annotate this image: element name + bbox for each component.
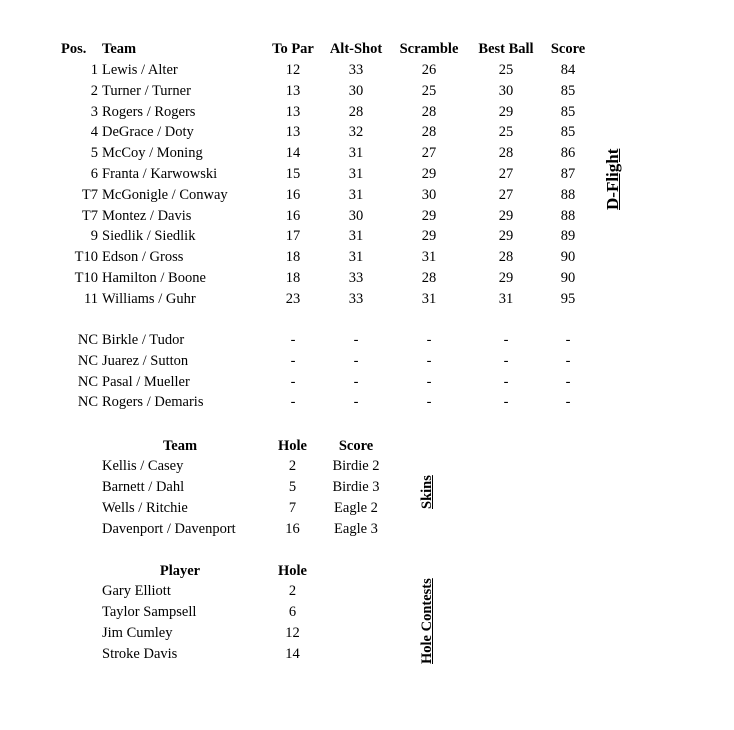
standings-alt-shot-cell: 33 (348, 270, 364, 286)
standings-alt-shot-cell: 30 (348, 207, 364, 224)
standings-pos-cell: 2 (90, 82, 98, 99)
standings-alt-shot-cell: 33 (348, 62, 364, 78)
skins-header-hole: Hole (278, 438, 307, 454)
standings-scramble-cell: 28 (421, 124, 437, 141)
standings-alt-shot-cell: 33 (348, 290, 364, 307)
nc-score-cell: - (565, 332, 571, 348)
hole-contests-label: Hole Contests (419, 578, 435, 664)
standings-best-ball-cell: 25 (498, 124, 514, 141)
contests-header-player: Player (159, 563, 201, 579)
nc-best-ball-cell: - (503, 373, 509, 390)
header-best-ball: Best Ball (478, 41, 534, 57)
standings-score-cell: 87 (560, 166, 576, 182)
standings-to-par-cell: 18 (285, 249, 301, 266)
nc-team-cell: Juarez / Sutton (102, 352, 189, 369)
standings-best-ball-cell: 28 (498, 249, 514, 266)
standings-team-cell: Lewis / Alter (102, 62, 178, 78)
nc-score-cell: - (565, 394, 571, 411)
standings-team-cell: Montez / Davis (102, 207, 192, 224)
nc-alt-shot-cell: - (353, 373, 359, 390)
standings-alt-shot-cell: 31 (348, 228, 364, 245)
standings-pos-cell: 4 (90, 124, 98, 141)
nc-best-ball-cell: - (503, 394, 509, 411)
standings-to-par-cell: 16 (285, 207, 301, 224)
standings-scramble-cell: 29 (421, 228, 437, 245)
nc-pos-cell: NC (77, 373, 98, 390)
standings-to-par-cell: 13 (285, 103, 301, 120)
standings-to-par-cell: 15 (285, 166, 301, 182)
standings-best-ball-cell: 29 (498, 207, 514, 224)
standings-scramble-cell: 29 (421, 207, 437, 224)
standings-score-cell: 85 (560, 82, 576, 99)
nc-team-cell: Rogers / Demaris (102, 394, 204, 411)
skins-score-cell: Birdie 2 (332, 458, 380, 474)
nc-to-par-cell: - (290, 394, 296, 411)
standings-scramble-cell: 31 (421, 290, 437, 307)
standings-pos-cell: 6 (90, 166, 98, 182)
standings-alt-shot-cell: 31 (348, 186, 364, 203)
header-pos: Pos. (61, 41, 87, 57)
standings-team-cell: McCoy / Moning (102, 145, 203, 162)
standings-alt-shot-cell: 31 (348, 166, 364, 182)
contests-player-cell: Stroke Davis (102, 646, 178, 662)
standings-pos-cell: 1 (90, 62, 98, 78)
nc-best-ball-cell: - (503, 332, 509, 348)
standings-to-par-cell: 23 (285, 290, 301, 307)
standings-scramble-cell: 27 (421, 145, 437, 162)
skins-header-team: Team (162, 438, 198, 454)
nc-to-par-cell: - (290, 373, 296, 390)
standings-score-cell: 86 (560, 145, 576, 162)
standings-best-ball-cell: 27 (498, 166, 514, 182)
standings-pos-cell: T10 (74, 249, 98, 266)
skins-team-cell: Barnett / Dahl (102, 479, 185, 495)
standings-to-par-cell: 14 (285, 145, 301, 162)
standings-score-cell: 90 (560, 249, 576, 266)
standings-scramble-cell: 29 (421, 166, 437, 182)
standings-score-cell: 89 (560, 228, 576, 245)
standings-pos-cell: T7 (81, 186, 98, 203)
standings-team-cell: Rogers / Rogers (102, 103, 196, 120)
standings-to-par-cell: 17 (285, 228, 301, 245)
standings-pos-cell: 5 (90, 145, 98, 162)
standings-score-cell: 88 (560, 207, 576, 224)
nc-pos-cell: NC (77, 394, 98, 411)
standings-team-cell: Franta / Karwowski (102, 166, 218, 182)
standings-pos-cell: 11 (84, 290, 98, 307)
nc-scramble-cell: - (426, 352, 432, 369)
standings-scramble-cell: 30 (421, 186, 437, 203)
skins-score-cell: Eagle 3 (334, 521, 378, 537)
nc-score-cell: - (565, 352, 571, 369)
skins-team-cell: Kellis / Casey (102, 458, 184, 474)
standings-pos-cell: T7 (81, 207, 98, 224)
standings-score-cell: 84 (560, 62, 576, 78)
standings-best-ball-cell: 25 (498, 62, 514, 78)
standings-to-par-cell: 13 (285, 124, 301, 141)
header-team: Team (102, 41, 137, 57)
standings-to-par-cell: 12 (285, 62, 301, 78)
nc-alt-shot-cell: - (353, 352, 359, 369)
skins-hole-cell: 2 (288, 458, 297, 474)
nc-alt-shot-cell: - (353, 332, 359, 348)
contests-player-cell: Taylor Sampsell (102, 604, 197, 620)
flight-label: D-Flight (603, 148, 622, 210)
standings-best-ball-cell: 29 (498, 228, 514, 245)
nc-team-cell: Birkle / Tudor (102, 332, 185, 348)
standings-to-par-cell: 13 (285, 82, 301, 99)
standings-team-cell: Turner / Turner (102, 82, 191, 99)
skins-header-score: Score (338, 438, 374, 454)
standings-scramble-cell: 25 (421, 82, 437, 99)
skins-team-cell: Wells / Ritchie (102, 500, 188, 516)
standings-score-cell: 95 (560, 290, 576, 307)
standings-score-cell: 85 (560, 124, 576, 141)
standings-scramble-cell: 26 (421, 62, 437, 78)
nc-pos-cell: NC (77, 332, 98, 348)
contests-hole-cell: 12 (285, 625, 300, 641)
standings-alt-shot-cell: 31 (348, 249, 364, 266)
nc-scramble-cell: - (426, 332, 432, 348)
standings-team-cell: DeGrace / Doty (102, 124, 194, 141)
skins-hole-cell: 5 (288, 479, 297, 495)
standings-to-par-cell: 18 (285, 270, 301, 286)
header-scramble: Scramble (399, 41, 459, 57)
standings-alt-shot-cell: 30 (348, 82, 364, 99)
contests-hole-cell: 6 (288, 604, 297, 620)
standings-scramble-cell: 28 (421, 270, 437, 286)
skins-team-cell: Davenport / Davenport (102, 521, 236, 537)
standings-alt-shot-cell: 32 (348, 124, 364, 141)
skins-hole-cell: 16 (285, 521, 300, 537)
standings-scramble-cell: 28 (421, 103, 437, 120)
nc-alt-shot-cell: - (353, 394, 359, 411)
standings-to-par-cell: 16 (285, 186, 301, 203)
standings-scramble-cell: 31 (421, 249, 437, 266)
nc-score-cell: - (565, 373, 571, 390)
header-to-par: To Par (272, 41, 314, 57)
header-alt-shot: Alt-Shot (329, 41, 383, 57)
standings-pos-cell: 3 (90, 103, 98, 120)
contests-hole-cell: 2 (288, 583, 297, 599)
skins-hole-cell: 7 (288, 500, 297, 516)
contests-player-cell: Gary Elliott (102, 583, 171, 599)
skins-label: Skins (419, 475, 435, 509)
standings-team-cell: Williams / Guhr (102, 290, 196, 307)
skins-score-cell: Eagle 2 (334, 500, 378, 516)
contests-header-hole: Hole (278, 563, 307, 579)
standings-team-cell: Siedlik / Siedlik (102, 228, 196, 245)
contests-player-cell: Jim Cumley (102, 625, 173, 641)
standings-best-ball-cell: 29 (498, 270, 514, 286)
nc-scramble-cell: - (426, 373, 432, 390)
standings-team-cell: Edson / Gross (102, 249, 184, 266)
standings-alt-shot-cell: 28 (348, 103, 364, 120)
standings-best-ball-cell: 30 (498, 82, 514, 99)
standings-pos-cell: 9 (90, 228, 98, 245)
standings-best-ball-cell: 27 (498, 186, 514, 203)
nc-to-par-cell: - (290, 332, 296, 348)
standings-score-cell: 90 (560, 270, 576, 286)
standings-score-cell: 85 (560, 103, 576, 120)
contests-hole-cell: 14 (285, 646, 300, 662)
nc-to-par-cell: - (290, 352, 296, 369)
nc-pos-cell: NC (77, 352, 98, 369)
standings-alt-shot-cell: 31 (348, 145, 364, 162)
nc-team-cell: Pasal / Mueller (102, 373, 190, 390)
standings-team-cell: McGonigle / Conway (102, 186, 228, 203)
skins-score-cell: Birdie 3 (332, 479, 380, 495)
standings-score-cell: 88 (560, 186, 576, 203)
standings-best-ball-cell: 28 (498, 145, 514, 162)
nc-scramble-cell: - (426, 394, 432, 411)
standings-team-cell: Hamilton / Boone (102, 270, 206, 286)
nc-best-ball-cell: - (503, 352, 509, 369)
standings-best-ball-cell: 29 (498, 103, 514, 120)
standings-pos-cell: T10 (74, 270, 98, 286)
standings-best-ball-cell: 31 (498, 290, 514, 307)
header-score: Score (550, 41, 586, 57)
